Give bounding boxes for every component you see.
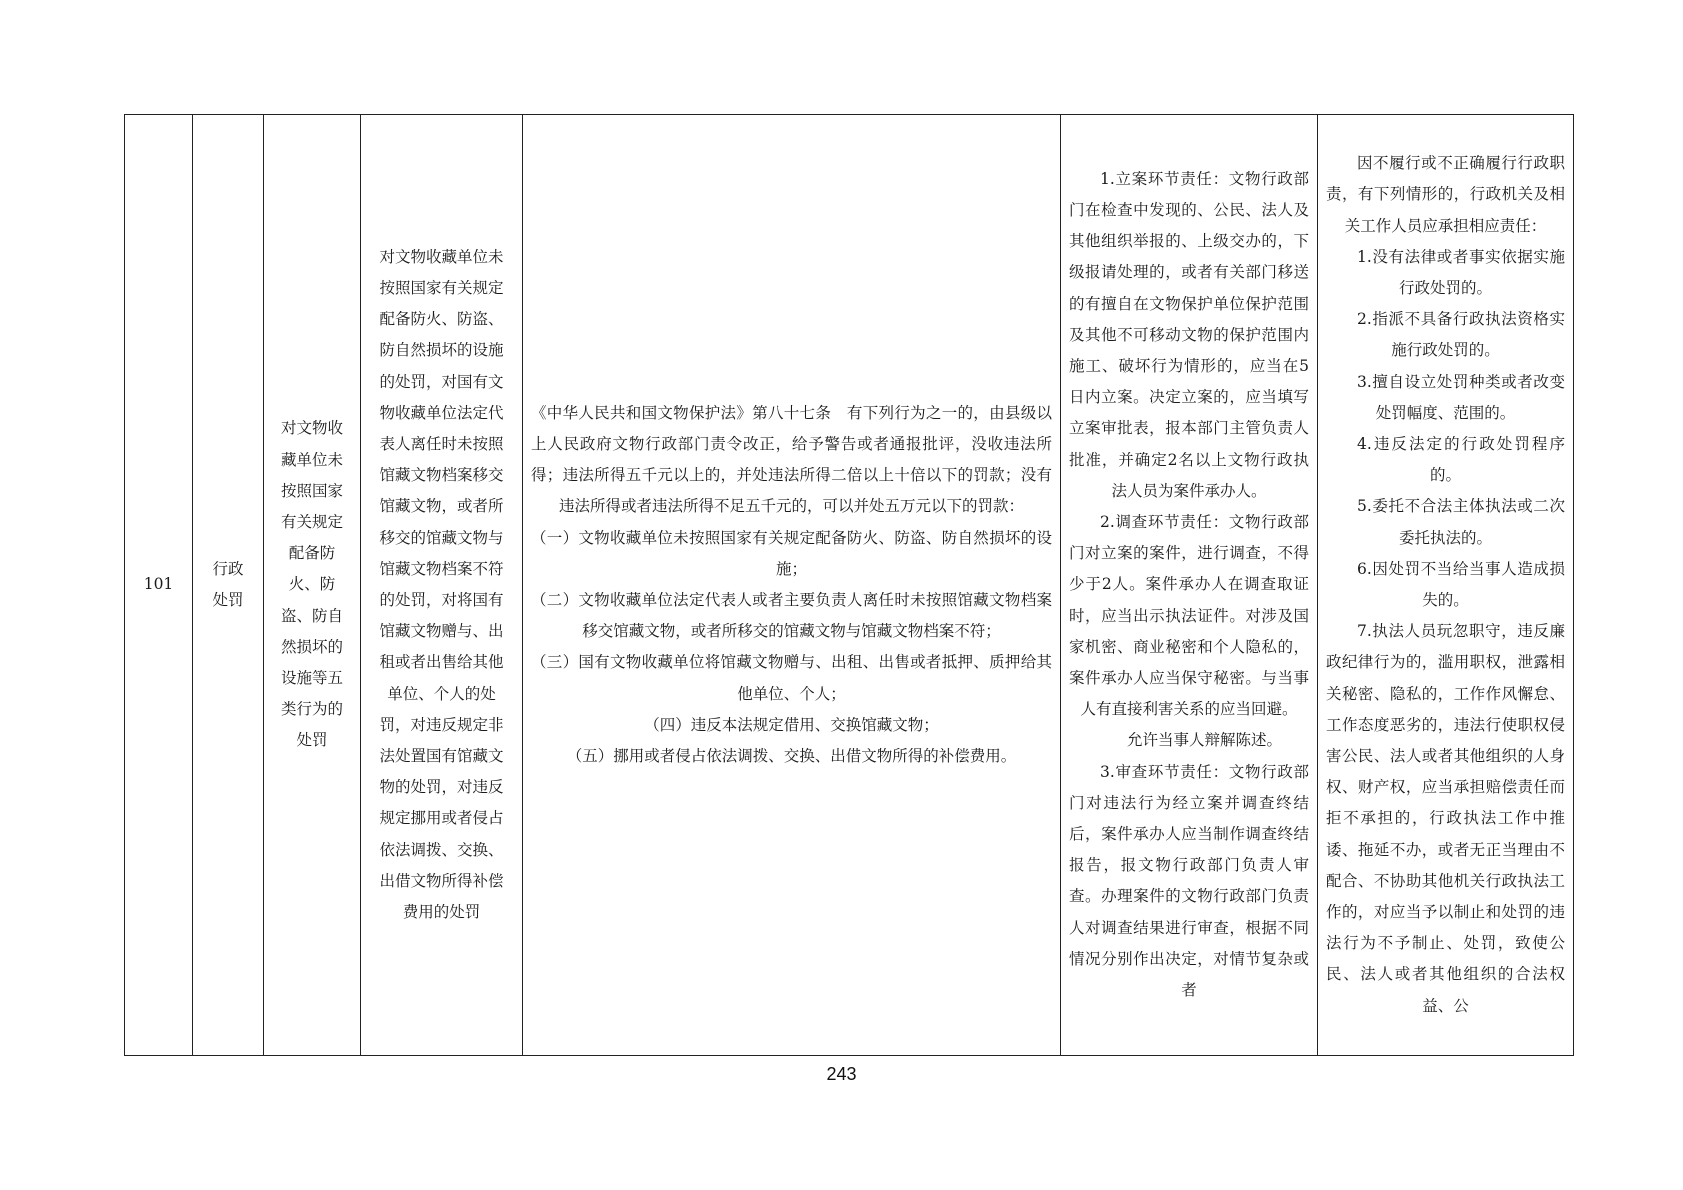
responsibility-links bbox=[1061, 115, 1318, 1056]
responsibility-defense: 允许当事人辩解陈述。 bbox=[1126, 731, 1282, 750]
responsibility-table bbox=[124, 114, 1574, 1056]
accountability-item: 5.委托不合法主体执法或二次委托执法的。 bbox=[1357, 497, 1565, 547]
legal-basis-item: （五）挪用或者侵占依法调拨、交换、出借文物所得的补偿费用。 bbox=[566, 747, 1017, 766]
accountability bbox=[1318, 115, 1574, 1056]
accountability-intro: 因不履行或不正确履行行政职责，有下列情形的，行政机关及相关工作人员应承担相应责任： bbox=[1326, 154, 1565, 235]
item-name: 对文物收藏单位未按照国家有关规定配备防火、防盗、防自然损坏的设施等五类行为的处罚 bbox=[264, 115, 361, 1056]
page-number: 243 bbox=[826, 1064, 857, 1084]
row-number: 101 bbox=[125, 115, 193, 1056]
sub-items: 对文物收藏单位未按照国家有关规定配备防火、防盗、防自然损坏的设施的处罚，对国有文物收藏单位法定代表人离任时未按照馆藏文物档案移交馆藏文物，或者所移交的馆藏文物与馆藏文物档案不符的处罚，对将国有馆藏文物赠与、出租或者出售给其他单位、个人的处罚，对违反规定非法处置国有馆藏文物的处罚，对违反规定挪用或者侵占依法调拨、交换、出借文物所得补偿费用的处罚 bbox=[361, 115, 523, 1056]
responsibility-review: 3.审查环节责任：文物行政部门对违法行为经立案并调查终结后，案件承办人应当制作调查终结报告，报文物行政部门负责人审查。办理案件的文物行政部门负责人对调查结果进行审查，根据不同情况分别作出决定，对情节复杂或者 bbox=[1069, 762, 1309, 1000]
legal-basis-item: （四）违反本法规定借用、交换馆藏文物； bbox=[644, 715, 939, 734]
legal-basis-item: （三）国有文物收藏单位将馆藏文物赠与、出租、出售或者抵押、质押给其他单位、个人； bbox=[531, 653, 1052, 703]
accountability-item: 3.擅自设立处罚种类或者改变处罚幅度、范围的。 bbox=[1357, 372, 1565, 422]
accountability-item: 1.没有法律或者事实依据实施行政处罚的。 bbox=[1357, 247, 1565, 297]
legal-basis bbox=[523, 115, 1061, 1056]
accountability-item: 6.因处罚不当给当事人造成损失的。 bbox=[1357, 559, 1565, 609]
responsibility-filing: 1.立案环节责任：文物行政部门在检查中发现的、公民、法人及其他组织举报的、上级交办的，下级报请处理的，或者有关部门移送的有擅自在文物保护单位保护范围及其他不可移动文物的保护范围内施工、破坏行为情形的，应当在5日内立案。决定立案的，应当填写立案审批表，报本部门主管负责人批准，并确定2名以上文物行政执法人员为案件承办人。 bbox=[1069, 169, 1309, 500]
power-category: 行政处罚 bbox=[193, 115, 264, 1056]
accountability-item: 7.执法人员玩忽职守，违反廉政纪律行为的，滥用职权，泄露相关秘密、隐私的，工作作风懈怠、工作态度恶劣的，违法行使职权侵害公民、法人或者其他组织的人身权、财产权，应当承担赔偿责任而拒不承担的，行政执法工作中推诿、拖延不办，或者无正当理由不配合、不协助其他机关行政执法工作的，对应当予以制止和处罚的违法行为不予制止、处罚，致使公民、法人或者其他组织的合法权益、公 bbox=[1326, 622, 1565, 1015]
accountability-item: 4.违反法定的行政处罚程序的。 bbox=[1357, 434, 1565, 485]
table-row bbox=[125, 115, 1574, 1056]
legal-basis-intro: 《中华人民共和国文物保护法》第八十七条 有下列行为之一的，由县级以上人民政府文物行政部门责令改正，给予警告或者通报批评，没收违法所得；违法所得五千元以上的，并处违法所得二倍以上十倍以下的罚款；没有违法所得或者违法所得不足五千元的，可以并处五万元以下的罚款： bbox=[531, 403, 1052, 516]
responsibility-investigation: 2.调查环节责任：文物行政部门对立案的案件，进行调查，不得少于2人。案件承办人在调查取证时，应当出示执法证件。对涉及国家机密、商业秘密和个人隐私的，案件承办人应当保守秘密。与当事人有直接利害关系的应当回避。 bbox=[1069, 512, 1309, 719]
legal-basis-item: （一）文物收藏单位未按照国家有关规定配备防火、防盗、防自然损坏的设施； bbox=[531, 528, 1052, 578]
legal-basis-item: （二）文物收藏单位法定代表人或者主要负责人离任时未按照馆藏文物档案移交馆藏文物，或者所移交的馆藏文物与馆藏文物档案不符； bbox=[531, 591, 1052, 641]
accountability-item: 2.指派不具备行政执法资格实施行政处罚的。 bbox=[1357, 310, 1565, 360]
